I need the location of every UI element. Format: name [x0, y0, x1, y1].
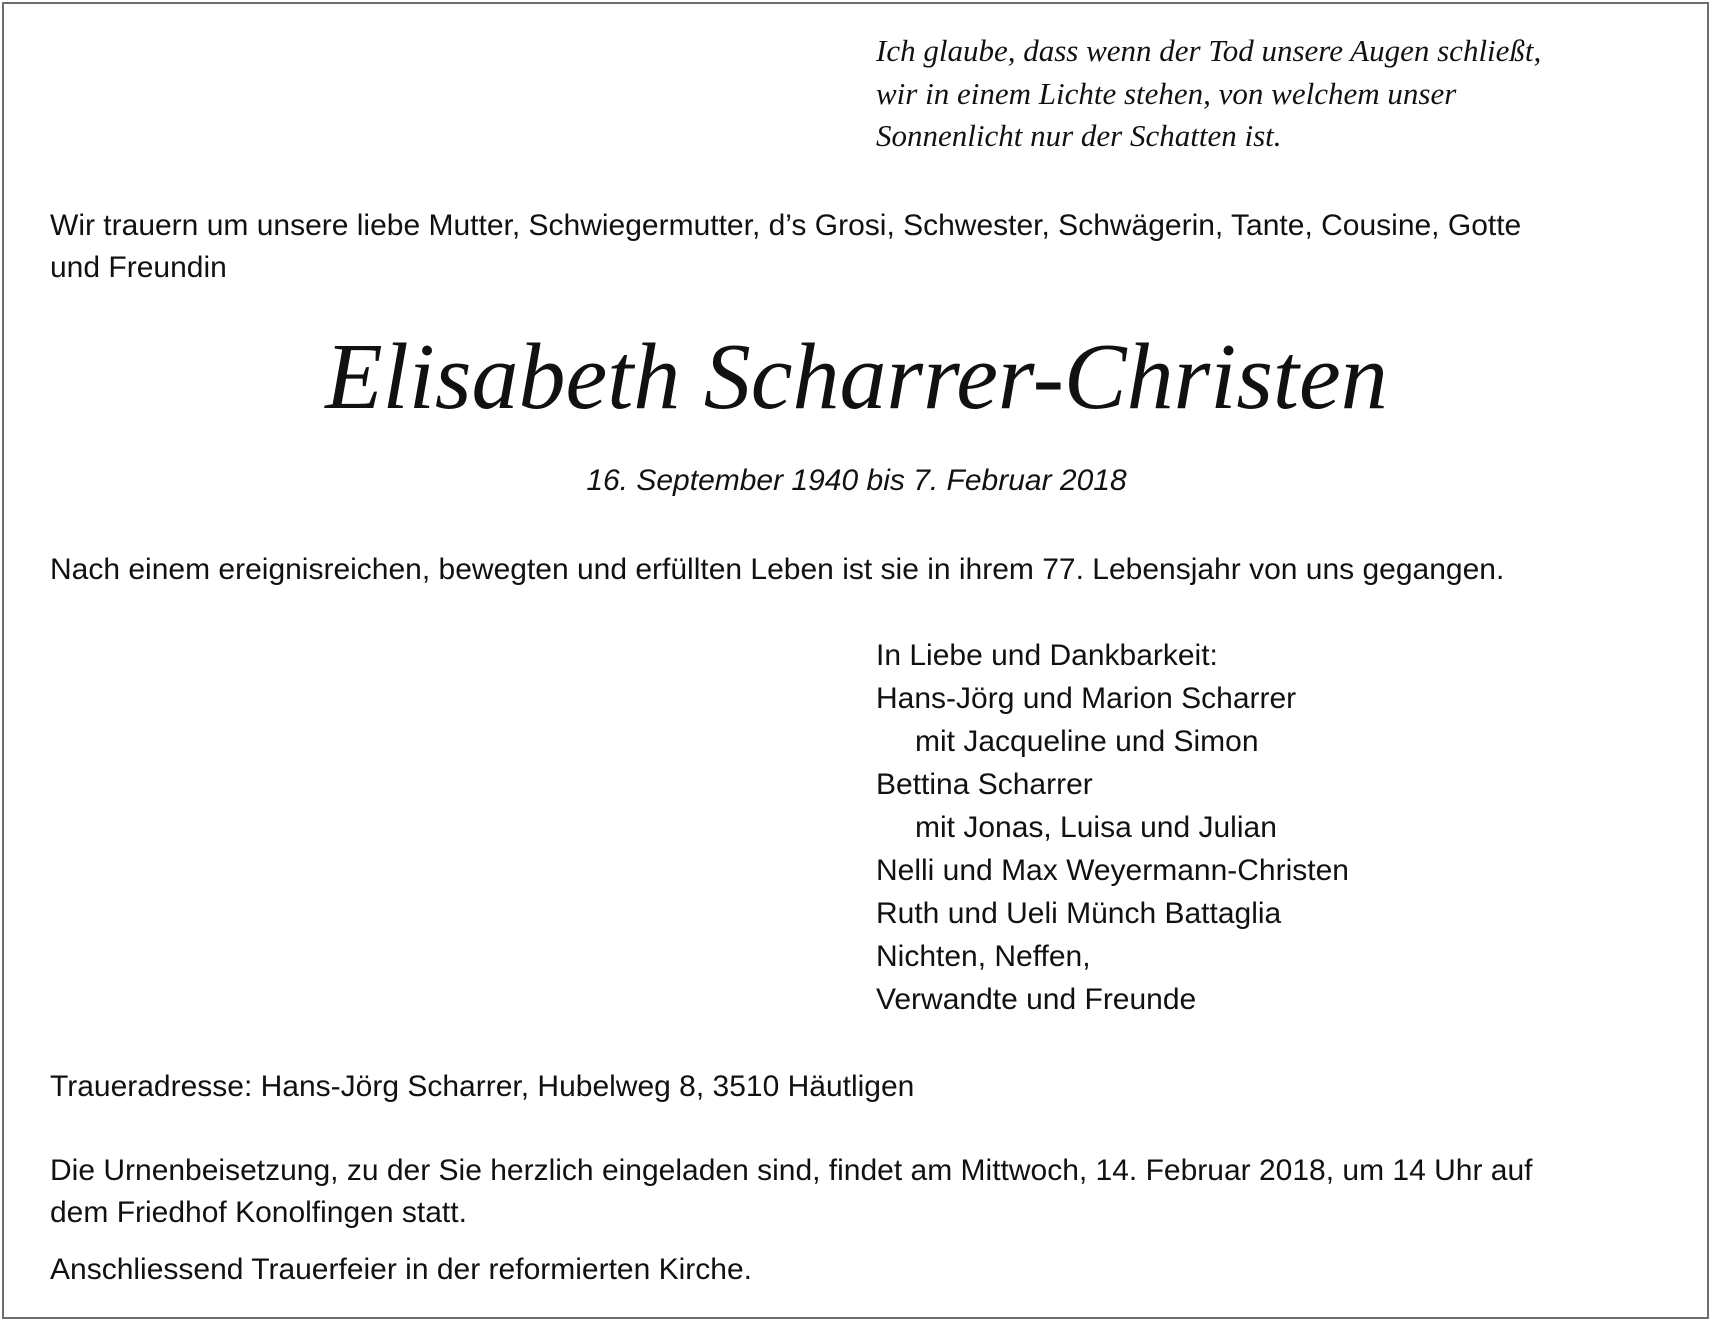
mourner-line: Nelli und Max Weyermann-Christen: [876, 854, 1349, 887]
mourner-line: Bettina Scharrer: [876, 768, 1093, 801]
mourner-line: Hans-Jörg und Marion Scharrer: [876, 682, 1297, 715]
mourners-heading: In Liebe und Dankbarkeit:: [876, 639, 1218, 672]
mourner-line: Nichten, Neffen,: [876, 940, 1091, 973]
mourning-address: Traueradresse: Hans-Jörg Scharrer, Hubelweg 8, 3510 Häutligen: [50, 1070, 915, 1103]
quote-line: Sonnenlicht nur der Schatten ist.: [876, 118, 1282, 153]
burial-info: [50, 1150, 1670, 1234]
burial-line: dem Friedhof Konolfingen statt.: [50, 1196, 467, 1229]
mourner-line: mit Jonas, Luisa und Julian: [915, 811, 1277, 844]
ceremony-info: Anschliessend Trauerfeier in der reformierten Kirche.: [50, 1253, 752, 1286]
mourner-line: Verwandte und Freunde: [876, 983, 1197, 1016]
life-statement: Nach einem ereignisreichen, bewegten und erfüllten Leben ist sie in ihrem 77. Lebensjahr von uns gegangen.: [50, 553, 1505, 586]
mourners-list: [876, 634, 1676, 1021]
epigraph-quote: [876, 30, 1676, 158]
life-dates: 16. September 1940 bis 7. Februar 2018: [586, 464, 1127, 497]
burial-line: Die Urnenbeisetzung, zu der Sie herzlich eingeladen sind, findet am Mittwoch, 14. Februar 2018, um 14 Uhr auf: [50, 1154, 1533, 1187]
mourner-line: mit Jacqueline und Simon: [915, 725, 1259, 758]
quote-line: Ich glaube, dass wenn der Tod unsere Augen schließt,: [876, 33, 1542, 68]
deceased-name: Elisabeth Scharrer-Christen: [325, 325, 1388, 429]
mourning-intro: [50, 205, 1670, 289]
intro-line: und Freundin: [50, 251, 227, 284]
quote-line: wir in einem Lichte stehen, von welchem unser: [876, 75, 1457, 111]
intro-line: Wir trauern um unsere liebe Mutter, Schwiegermutter, d’s Grosi, Schwester, Schwägerin, Tante, Cousine, Gotte: [50, 209, 1522, 242]
mourner-line: Ruth und Ueli Münch Battaglia: [876, 897, 1282, 930]
